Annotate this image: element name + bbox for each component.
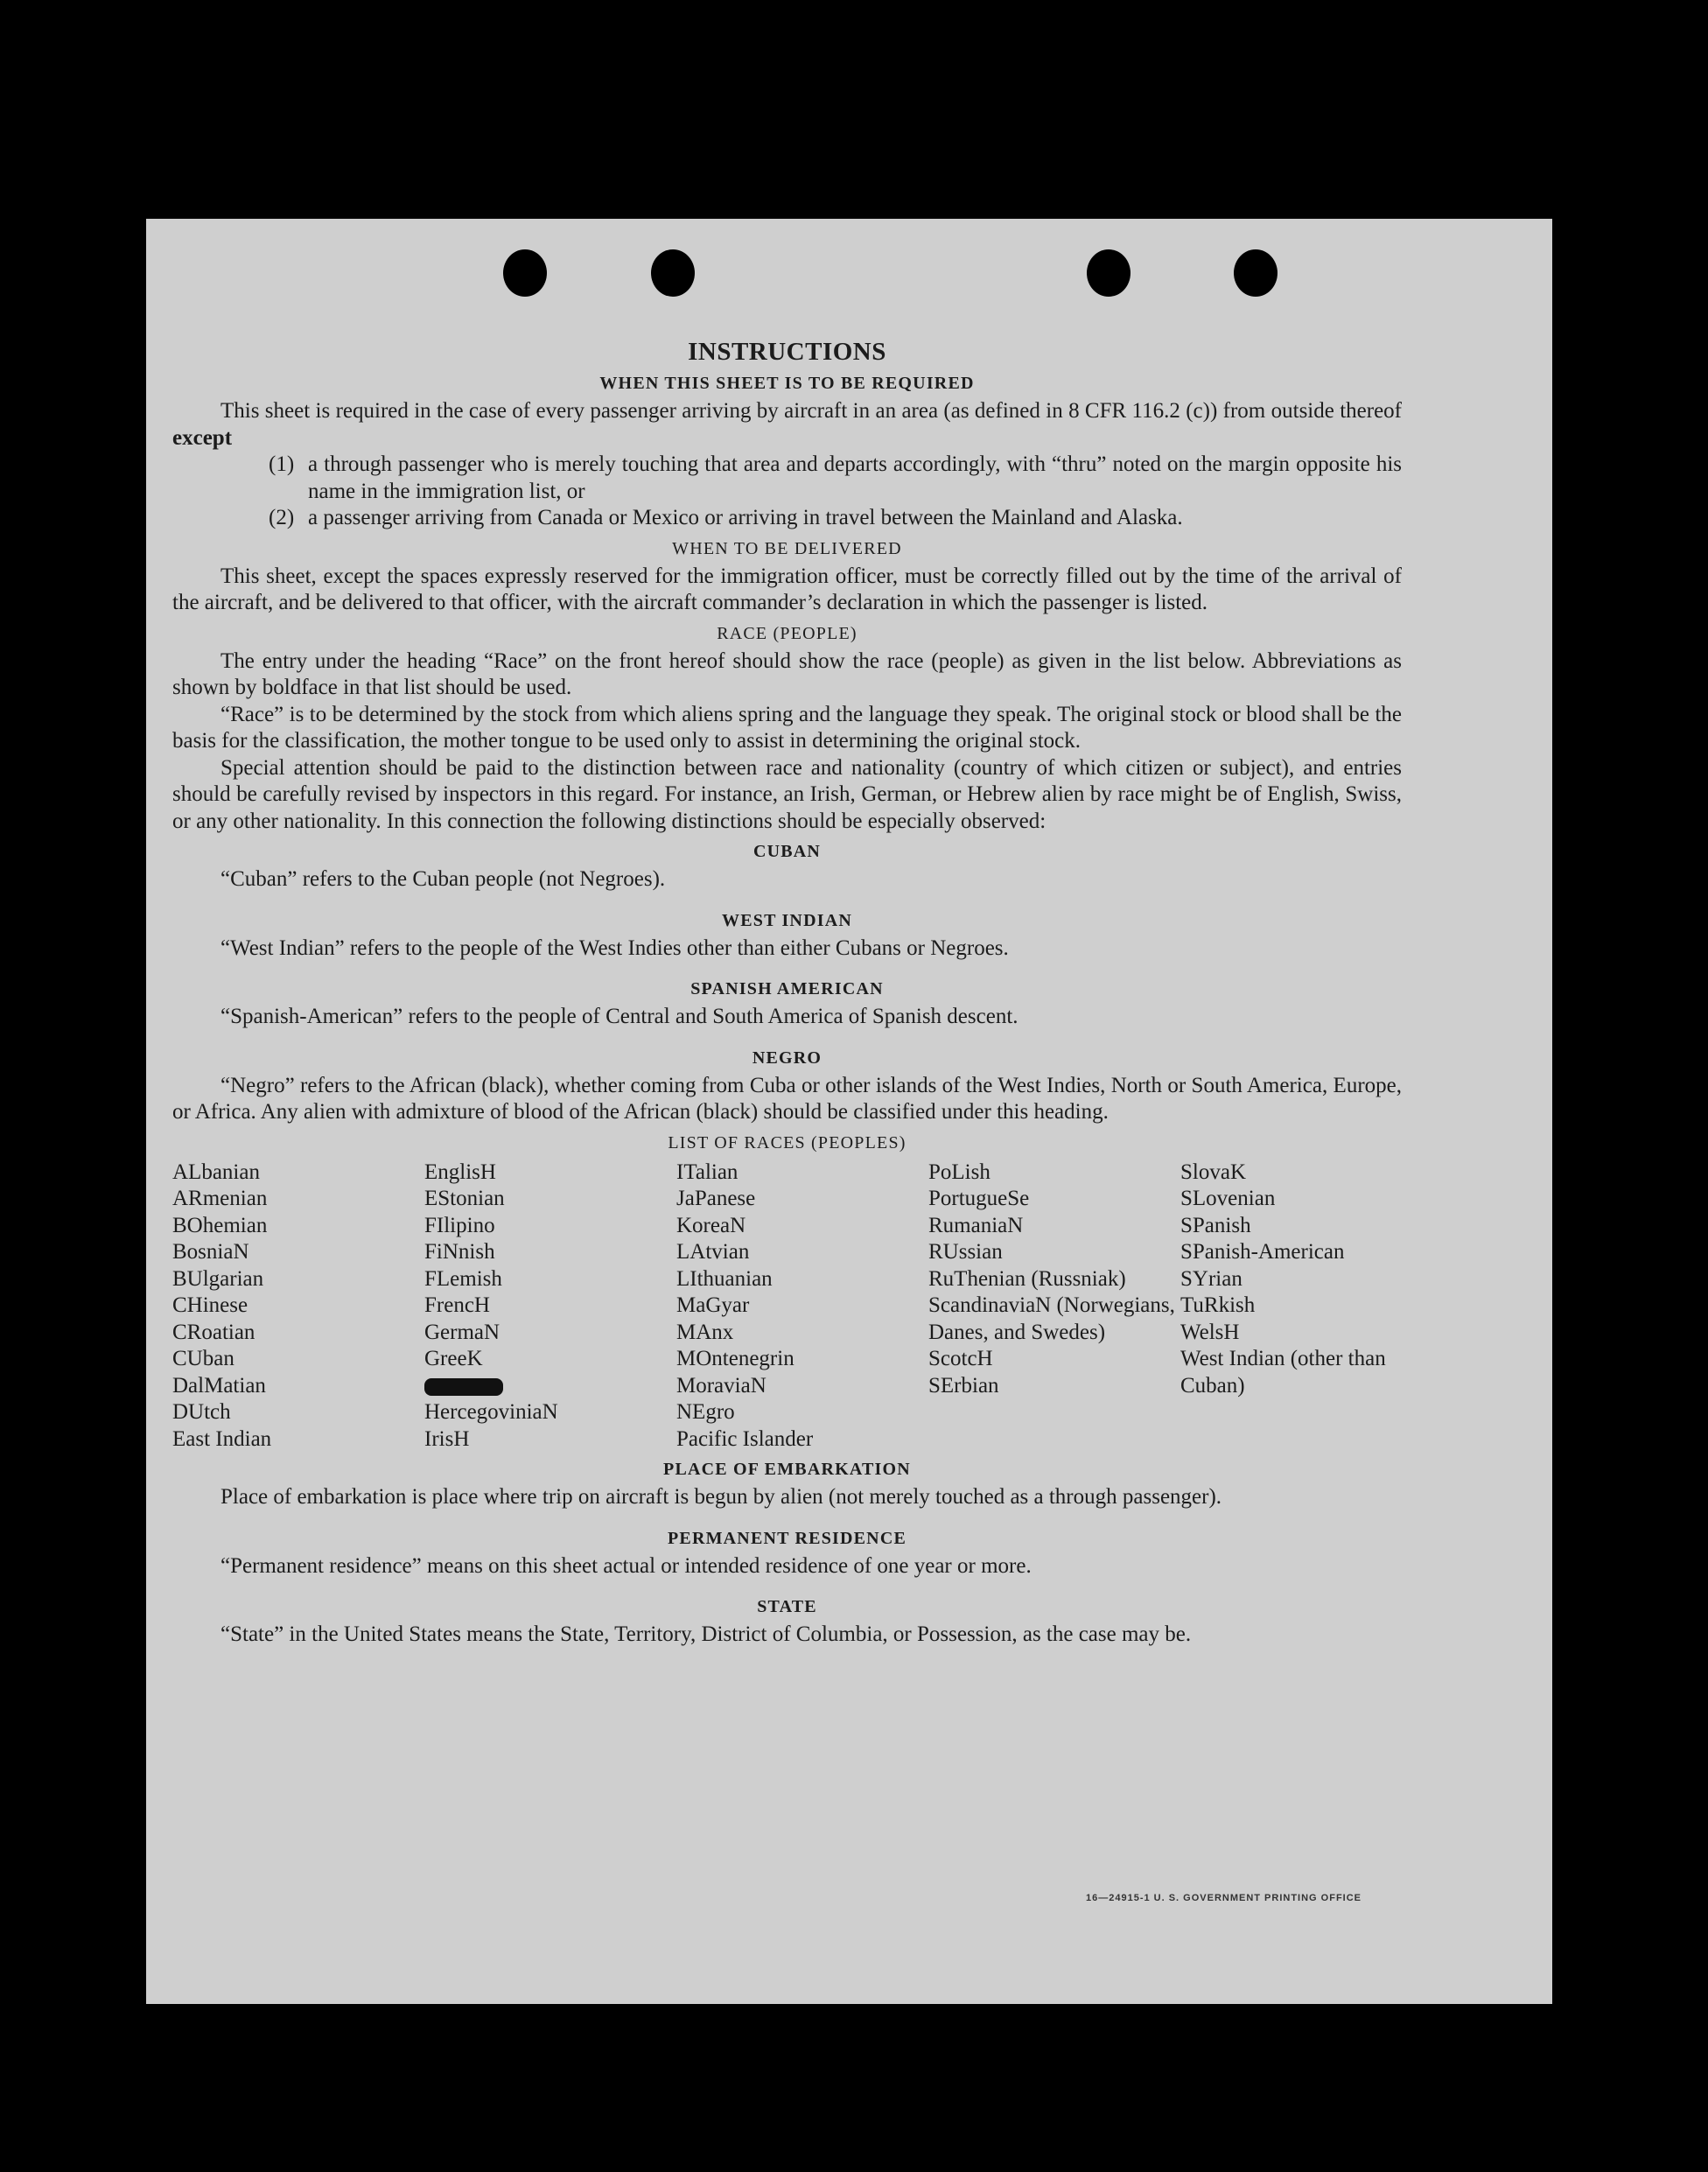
punch-hole: [651, 249, 695, 297]
ink-blot: [424, 1378, 503, 1396]
embarkation-text: Place of embarkation is place where trip on aircraft is begun by alien (not merely touched as a through passenger).: [220, 1485, 1222, 1509]
cuban-text: “Cuban” refers to the Cuban people (not Negroes).: [220, 867, 666, 891]
races-column: [1180, 1160, 1402, 1454]
race-entry: West Indian (other than Cuban): [1180, 1347, 1386, 1398]
race-entry: East Indian: [172, 1426, 272, 1451]
race-entry: Pacific Islander: [676, 1426, 814, 1451]
race-entry: EStonian: [424, 1187, 505, 1210]
race-entry: SYrian: [1180, 1266, 1242, 1291]
race-entry: ITalian: [676, 1160, 738, 1184]
race-entry: SPanish: [1180, 1213, 1251, 1237]
race-entry: FIlipino: [424, 1213, 495, 1237]
section-heading-embarkation: PLACE OF EMBARKATION: [663, 1460, 911, 1479]
race-entry: HercegoviniaN: [424, 1400, 558, 1424]
race-entry: EnglisH: [424, 1160, 496, 1184]
races-column: [676, 1160, 928, 1454]
race-entry: FLemish: [424, 1266, 502, 1291]
race-paragraph: “Race” is to be determined by the stock from which aliens spring and the language they speak. The original stock or blood shall be the basis for the classification, the mother tongue to be used only to assist in determining the original stock.: [172, 702, 1402, 753]
section-heading-spanish-american: SPANISH AMERICAN: [690, 979, 884, 998]
race-entry: CUban: [172, 1347, 234, 1370]
races-column: [172, 1160, 424, 1454]
race-entry: LAtvian: [676, 1240, 750, 1264]
punch-hole: [1087, 249, 1130, 297]
race-entry: BosniaN: [172, 1240, 249, 1264]
required-intro: This sheet is required in the case of every passenger arriving by aircraft in an area (as defined in 8 CFR 116.2 (c)) from outside thereof except: [172, 399, 1402, 450]
race-entry: DalMatian: [172, 1373, 266, 1398]
race-entry: ScotcH: [928, 1347, 993, 1370]
punch-hole: [1234, 249, 1278, 297]
spanish-american-text: “Spanish-American” refers to the people of Central and South America of Spanish descent.: [220, 1005, 1018, 1028]
section-heading-negro: NEGRO: [752, 1047, 822, 1068]
race-entry: BUlgarian: [172, 1266, 264, 1291]
delivered-text: This sheet, except the spaces expressly reserved for the immigration officer, must be correctly filled out by the time of the arrival of the aircraft, and be delivered to that officer, with the aircraft commander’s declaration in which the passenger is listed.: [172, 564, 1402, 614]
race-entry: ScandinaviaN (Norwegians, Danes, and Swedes): [928, 1293, 1175, 1344]
list-item: (1) a through passenger who is merely touching that area and departs accordingly, with “thru” noted on the margin opposite his name in the immigration list, or: [269, 452, 1402, 503]
section-heading-delivered: WHEN TO BE DELIVERED: [672, 538, 902, 558]
section-heading-cuban: CUBAN: [752, 842, 822, 861]
west-indian-text: “West Indian” refers to the people of the West Indies other than either Cubans or Negroes.: [220, 935, 1009, 960]
race-entry: FrencH: [424, 1293, 490, 1317]
print-code: 16—24915-1 U. S. GOVERNMENT PRINTING OFFICE: [1086, 1893, 1362, 1903]
section-heading-required: WHEN THIS SHEET IS TO BE REQUIRED: [599, 374, 975, 393]
list-item: (2) a passenger arriving from Canada or Mexico or arriving in travel between the Mainland and Alaska.: [269, 506, 1183, 529]
section-heading-west-indian: WEST INDIAN: [722, 910, 852, 930]
race-entry: TuRkish: [1180, 1293, 1256, 1317]
race-entry: PortugueSe: [928, 1187, 1030, 1210]
race-entry: ALbanian: [172, 1160, 260, 1184]
residence-text: “Permanent residence” means on this sheet actual or intended residence of one year or more.: [220, 1553, 1032, 1578]
race-entry: RumaniaN: [928, 1213, 1024, 1237]
race-entry: MAnx: [676, 1320, 734, 1344]
races-list: [172, 1160, 1402, 1454]
section-heading-state: STATE: [757, 1597, 817, 1616]
race-entry: PoLish: [928, 1160, 990, 1184]
race-paragraph: Special attention should be paid to the distinction between race and nationality (country of which citizen or subject), and entries should be carefully revised by inspectors in this regard. For instance, an Irish, German, or Hebrew alien by race might be of English, Swiss, or any other nationality. In this connection the following distinctions should be especially observed:: [172, 755, 1402, 833]
negro-text: “Negro” refers to the African (black), whether coming from Cuba or other islands of the West Indies, North or South America, Europe, or Africa. Any alien with admixture of blood of the African (black) should be classified under this heading.: [172, 1073, 1402, 1124]
race-entry: RuThenian (Russniak): [928, 1266, 1126, 1291]
race-entry: CHinese: [172, 1293, 248, 1317]
race-entry: IrisH: [424, 1426, 470, 1451]
race-entry: JaPanese: [676, 1187, 756, 1210]
race-entry: RUssian: [928, 1240, 1003, 1264]
race-entry: SPanish-American: [1180, 1240, 1345, 1264]
race-entry: FiNnish: [424, 1240, 495, 1264]
state-text: “State” in the United States means the State, Territory, District of Columbia, or Possession, as the case may be.: [220, 1622, 1192, 1646]
race-entry: LIthuanian: [676, 1266, 773, 1291]
race-entry: KoreaN: [676, 1213, 746, 1237]
section-heading-residence: PERMANENT RESIDENCE: [667, 1528, 907, 1548]
punch-hole: [503, 249, 547, 297]
redacted-race-entry: [424, 1373, 676, 1400]
race-entry: SErbian: [928, 1373, 999, 1398]
race-entry: MoraviaN: [676, 1373, 766, 1398]
page-title: INSTRUCTIONS: [688, 338, 886, 366]
races-column: [928, 1160, 1180, 1454]
race-entry: BOhemian: [172, 1213, 268, 1237]
race-entry: ARmenian: [172, 1187, 268, 1210]
instructions-content: [172, 337, 1402, 1649]
race-entry: DUtch: [172, 1400, 231, 1424]
race-entry: MOntenegrin: [676, 1347, 794, 1370]
race-entry: CRoatian: [172, 1320, 256, 1344]
race-entry: GermaN: [424, 1320, 500, 1344]
section-heading-race: RACE (PEOPLE): [717, 623, 858, 643]
race-entry: NEgro: [676, 1400, 735, 1424]
race-entry: WelsH: [1180, 1320, 1240, 1344]
race-entry: MaGyar: [676, 1293, 750, 1317]
race-paragraph: The entry under the heading “Race” on the front hereof should show the race (people) as given in the list below. Abbreviations as shown by boldface in that list should be used.: [172, 648, 1402, 699]
race-entry: GreeK: [424, 1347, 483, 1370]
section-heading-list-of-races: LIST OF RACES (PEOPLES): [668, 1132, 906, 1153]
race-entry: SLovenian: [1180, 1187, 1276, 1210]
race-entry: SlovaK: [1180, 1160, 1246, 1184]
races-column: [424, 1160, 676, 1454]
